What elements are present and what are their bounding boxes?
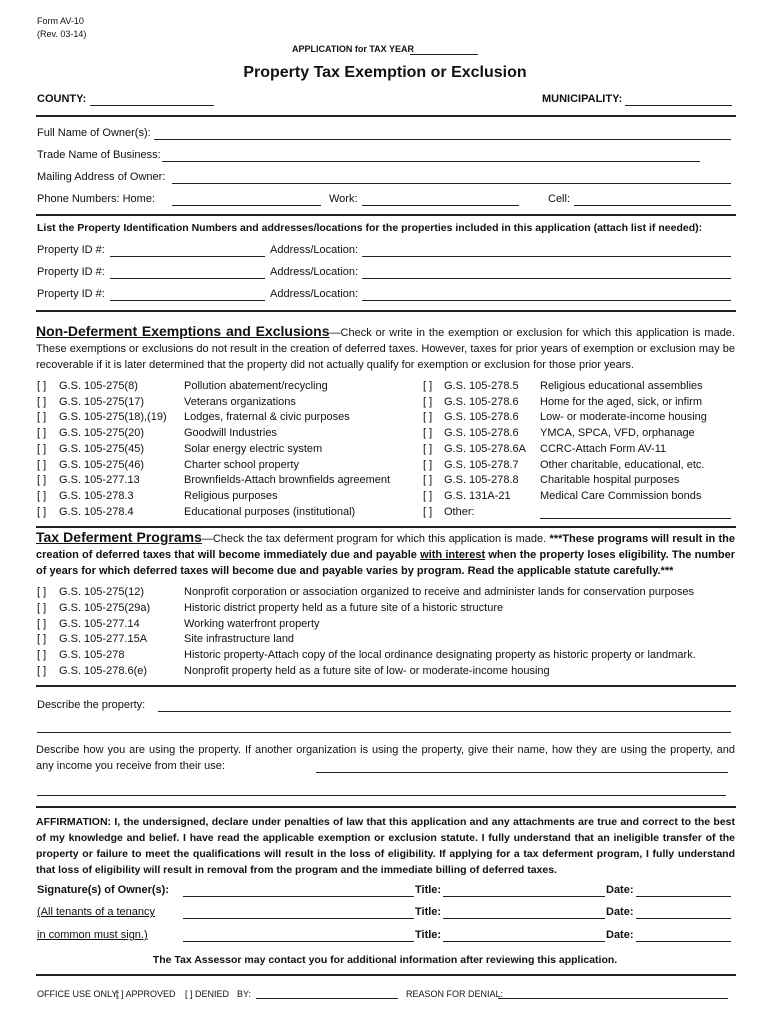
- divider: [36, 214, 736, 216]
- statute-label: G.S. 105-275(29a): [59, 601, 151, 614]
- statute-label: G.S. 105-278.6: [444, 395, 519, 408]
- program-description: Medical Care Commission bonds: [540, 489, 702, 502]
- cell-phone-label: Cell:: [548, 193, 571, 205]
- title-label: Title:: [415, 929, 442, 941]
- checkbox[interactable]: [ ]: [37, 617, 47, 630]
- title-field[interactable]: [443, 941, 605, 942]
- program-description: Home for the aged, sick, or infirm: [540, 395, 703, 408]
- county-label: COUNTY:: [37, 93, 87, 105]
- tax-year-field[interactable]: [410, 54, 478, 55]
- municipality-label: MUNICIPALITY:: [542, 93, 623, 105]
- tenants-note-2: in common must sign.): [37, 929, 148, 941]
- statute-label: G.S. 105-275(18),(19): [59, 411, 167, 424]
- date-field[interactable]: [636, 896, 731, 897]
- program-description: Brownfields-Attach brownfields agreement: [184, 474, 391, 487]
- cell-phone-field[interactable]: [574, 205, 731, 206]
- full-name-label: Full Name of Owner(s):: [37, 127, 151, 139]
- program-description: CCRC-Attach Form AV-11: [540, 442, 667, 455]
- program-description: Charitable hospital purposes: [540, 474, 680, 487]
- deferment-warning-emphasis: with interest: [420, 549, 486, 561]
- program-description: YMCA, SPCA, VFD, orphanage: [540, 427, 695, 440]
- statute-label: G.S. 105-278.3: [59, 489, 134, 502]
- statute-label: G.S. 105-278.6(e): [59, 665, 148, 677]
- property-id-field[interactable]: [110, 278, 265, 279]
- checkbox[interactable]: [ ]: [37, 649, 47, 662]
- divider: [36, 310, 736, 312]
- divider: [36, 806, 736, 808]
- work-phone-field[interactable]: [362, 205, 519, 206]
- approved-checkbox[interactable]: [ ] APPROVED: [116, 989, 176, 999]
- deferment-intro: [36, 529, 735, 579]
- statute-label: G.S. 105-275(8): [59, 380, 138, 392]
- program-description: Historic district property held as a future site of a historic structure: [184, 601, 504, 614]
- program-description: Charter school property: [184, 458, 299, 471]
- program-description: Low- or moderate-income housing: [540, 411, 707, 424]
- checkbox[interactable]: [ ]: [37, 586, 47, 598]
- page-title: Property Tax Exemption or Exclusion: [243, 64, 527, 81]
- mailing-address-label: Mailing Address of Owner:: [37, 171, 166, 183]
- statute-label: G.S. 105-278.4: [59, 505, 134, 518]
- statute-label: G.S. 105-278.8: [444, 474, 519, 487]
- non-deferment-heading: Non-Deferment Exemptions and Exclusions: [36, 323, 330, 339]
- checkbox[interactable]: [ ]: [37, 601, 47, 614]
- address-label: Address/Location:: [270, 266, 359, 278]
- date-label: Date:: [606, 906, 634, 918]
- by-field[interactable]: [256, 998, 398, 999]
- checkbox[interactable]: [ ]: [423, 505, 433, 518]
- program-description: Other charitable, educational, etc.: [540, 458, 705, 471]
- denied-checkbox[interactable]: [ ] DENIED: [185, 989, 230, 999]
- describe-property-field[interactable]: [158, 711, 731, 712]
- affirmation-text: AFFIRMATION: I, the undersigned, declare under penalties of law that this application and any attachments are true and correct to the best of my knowledge and belief. I have read the applicable exemption or exclusion statute. I fully understand that an ineligible transfer of the property or failure to meet the qualifications will result in the loss of eligibility. If applying for a tax deferment program, I fully understand that loss of eligibility will result in removal from the program and the immediate billing of deferred taxes.: [36, 816, 735, 876]
- checkbox[interactable]: [ ]: [423, 489, 433, 502]
- program-description: Religious purposes: [184, 489, 278, 502]
- statute-label: G.S. 105-278.6: [444, 411, 519, 424]
- program-description: Lodges, fraternal & civic purposes: [184, 411, 350, 424]
- form-revision: (Rev. 03-14): [37, 29, 87, 39]
- title-field[interactable]: [443, 918, 605, 919]
- divider: [36, 115, 736, 117]
- non-deferment-description: —Check or write in the exemption or exclusion for which this application is made. These exemptions or exclusions do not result in the creation of deferred taxes. However, taxes for prior years of exemption or exclusion may be recoverable if it is later determined that the property did not actually qualify for exemption or exclusion for those prior years.: [36, 327, 735, 371]
- divider: [36, 526, 736, 528]
- county-field[interactable]: [90, 105, 214, 106]
- title-field[interactable]: [443, 896, 605, 897]
- statute-label: G.S. 105-275(20): [59, 427, 144, 440]
- reason-field[interactable]: [498, 998, 728, 999]
- divider: [36, 974, 736, 976]
- statute-label: G.S. 131A-21: [444, 489, 511, 502]
- title-label: Title:: [415, 884, 442, 896]
- program-description: Veterans organizations: [184, 395, 296, 408]
- checkbox[interactable]: [ ]: [423, 442, 433, 455]
- date-label: Date:: [606, 929, 634, 941]
- checkbox[interactable]: [ ]: [423, 427, 433, 440]
- divider: [36, 685, 736, 687]
- statute-label: G.S. 105-275(46): [59, 458, 144, 471]
- signature-field[interactable]: [183, 896, 414, 897]
- signature-field[interactable]: [183, 918, 414, 919]
- statute-label: G.S. 105-275(45): [59, 442, 144, 455]
- program-description: Nonprofit corporation or association organized to receive and administer lands for conservation purposes: [184, 586, 694, 598]
- address-field[interactable]: [362, 300, 731, 301]
- form-id: Form AV-10: [37, 16, 84, 26]
- statute-label: G.S. 105-278.5: [444, 380, 519, 392]
- checkbox[interactable]: [ ]: [37, 395, 47, 408]
- date-field[interactable]: [636, 941, 731, 942]
- address-field[interactable]: [362, 278, 731, 279]
- home-phone-label: Phone Numbers: Home:: [37, 193, 155, 205]
- checkbox[interactable]: [ ]: [37, 427, 47, 440]
- trade-name-label: Trade Name of Business:: [37, 149, 161, 161]
- statute-label: G.S. 105-275(17): [59, 395, 144, 408]
- program-description: Goodwill Industries: [184, 427, 277, 440]
- date-field[interactable]: [636, 918, 731, 919]
- describe-usage-field-line-2[interactable]: [37, 795, 726, 796]
- checkbox[interactable]: [ ]: [37, 380, 47, 392]
- signature-field[interactable]: [183, 941, 414, 942]
- property-id-field[interactable]: [110, 256, 265, 257]
- address-field[interactable]: [362, 256, 731, 257]
- tenants-note: (All tenants of a tenancy: [37, 906, 156, 918]
- describe-usage-field[interactable]: [316, 772, 728, 773]
- property-id-label: Property ID #:: [37, 266, 105, 278]
- full-name-field[interactable]: [154, 139, 731, 140]
- property-id-field[interactable]: [110, 300, 265, 301]
- property-list-instruction: List the Property Identification Numbers and addresses/locations for the properties included in this application (attach list if needed):: [37, 222, 703, 234]
- by-label: BY:: [237, 989, 252, 999]
- program-description: Solar energy electric system: [184, 442, 323, 455]
- program-description: Working waterfront property: [184, 617, 320, 630]
- checkbox[interactable]: [ ]: [423, 458, 433, 471]
- address-label: Address/Location:: [270, 244, 359, 256]
- office-use-label: OFFICE USE ONLY:: [37, 989, 120, 999]
- describe-property-label: Describe the property:: [37, 699, 146, 711]
- trade-name-field[interactable]: [162, 161, 700, 162]
- signature-label: Signature(s) of Owner(s):: [37, 884, 170, 896]
- program-description: Pollution abatement/recycling: [184, 380, 328, 392]
- program-description: Educational purposes (institutional): [184, 505, 356, 518]
- address-label: Address/Location:: [270, 288, 359, 300]
- application-year-label: APPLICATION for TAX YEAR: [292, 44, 415, 54]
- checkbox[interactable]: [ ]: [37, 665, 47, 677]
- describe-usage-label: Describe how you are using the property. If another organization is using the property, give their name, how they are using the property, and any income you receive from their use:: [36, 744, 735, 772]
- checkbox[interactable]: [ ]: [423, 474, 433, 487]
- property-id-label: Property ID #:: [37, 288, 105, 300]
- property-id-label: Property ID #:: [37, 244, 105, 256]
- title-label: Title:: [415, 906, 442, 918]
- program-description: Religious educational assemblies: [540, 380, 703, 392]
- checkbox[interactable]: [ ]: [37, 489, 47, 502]
- date-label: Date:: [606, 884, 634, 896]
- deferment-warning-end: when the property loses eligibility. The number of years for which deferred taxes will become due and payable varies by program. Read the applicable statute carefully.***: [36, 549, 736, 577]
- describe-property-field-line-2[interactable]: [37, 732, 731, 733]
- statute-label: Other:: [444, 505, 475, 518]
- checkbox[interactable]: [ ]: [423, 395, 433, 408]
- deferment-description: —Check the tax deferment program for which this application is made.: [201, 533, 550, 545]
- checkbox[interactable]: [ ]: [37, 458, 47, 471]
- municipality-field[interactable]: [625, 105, 732, 106]
- statute-label: G.S. 105-277.14: [59, 617, 140, 630]
- statute-label: G.S. 105-277.15A: [59, 633, 148, 646]
- reason-label: REASON FOR DENIAL:: [406, 989, 504, 999]
- checkbox[interactable]: [ ]: [423, 380, 433, 392]
- statute-label: G.S. 105-278.7: [444, 458, 519, 471]
- checkbox[interactable]: [ ]: [37, 474, 47, 487]
- program-description: Site infrastructure land: [184, 633, 295, 646]
- non-deferment-intro: [36, 323, 735, 373]
- program-description: Historic property-Attach copy of the local ordinance designating property as historic property or landmark.: [184, 649, 696, 662]
- checkbox[interactable]: [ ]: [37, 411, 47, 424]
- statute-label: G.S. 105-278.6A: [444, 442, 526, 455]
- statute-label: G.S. 105-278: [59, 649, 125, 662]
- checkbox[interactable]: [ ]: [423, 411, 433, 424]
- deferment-warning: ***These programs will result in the creation of deferred taxes that will become immediately due and payable: [36, 533, 736, 561]
- assessor-note: The Tax Assessor may contact you for additional information after reviewing this application.: [152, 954, 618, 966]
- program-description: Nonprofit property held as a future site of low- or moderate-income housing: [184, 665, 550, 677]
- other-exemption-field[interactable]: [540, 518, 731, 519]
- work-phone-label: Work:: [329, 193, 358, 205]
- statute-label: G.S. 105-277.13: [59, 474, 140, 487]
- checkbox[interactable]: [ ]: [37, 442, 47, 455]
- checkbox[interactable]: [ ]: [37, 633, 47, 646]
- statute-label: G.S. 105-275(12): [59, 586, 144, 598]
- deferment-heading: Tax Deferment Programs: [36, 529, 202, 545]
- home-phone-field[interactable]: [172, 205, 321, 206]
- checkbox[interactable]: [ ]: [37, 505, 47, 518]
- statute-label: G.S. 105-278.6: [444, 427, 519, 440]
- mailing-address-field[interactable]: [172, 183, 731, 184]
